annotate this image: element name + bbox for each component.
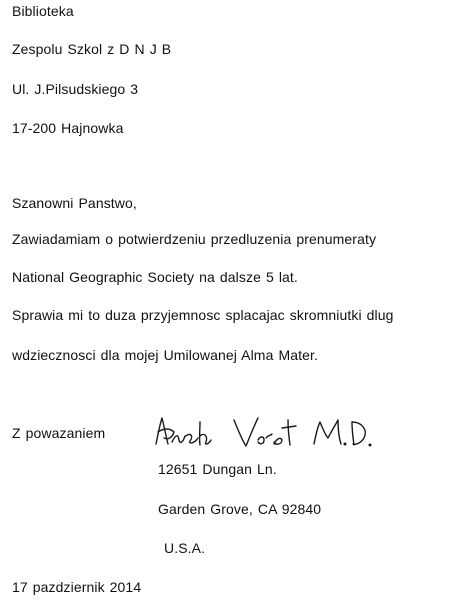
body-paragraph-3: Sprawia mi to duza przyjemnosc splacajac skromniutki dlug: [12, 307, 394, 323]
sender-street: 12651 Dungan Ln.: [158, 461, 277, 477]
body-paragraph-4: wdziecznosci dla mojej Umilowanej Alma Mater.: [12, 347, 318, 363]
recipient-line-3: Ul. J.Pilsudskiego 3: [12, 81, 139, 97]
salutation: Szanowni Panstwo,: [12, 195, 137, 211]
handwritten-signature: [148, 412, 378, 456]
body-paragraph-1: Zawiadamiam o potwierdzeniu przedluzenia prenumeraty: [12, 231, 377, 247]
recipient-line-4: 17-200 Hajnowka: [12, 120, 124, 136]
letter-date: 17 pazdziernik 2014: [12, 579, 142, 595]
sender-city: Garden Grove, CA 92840: [158, 501, 322, 517]
closing-text: Z powazaniem: [12, 425, 106, 441]
recipient-line-1: Biblioteka: [12, 3, 74, 19]
sender-country: U.S.A.: [164, 540, 206, 556]
recipient-line-2: Zespolu Szkol z D N J B: [12, 41, 172, 57]
body-paragraph-2: National Geographic Society na dalsze 5 lat.: [12, 269, 298, 285]
